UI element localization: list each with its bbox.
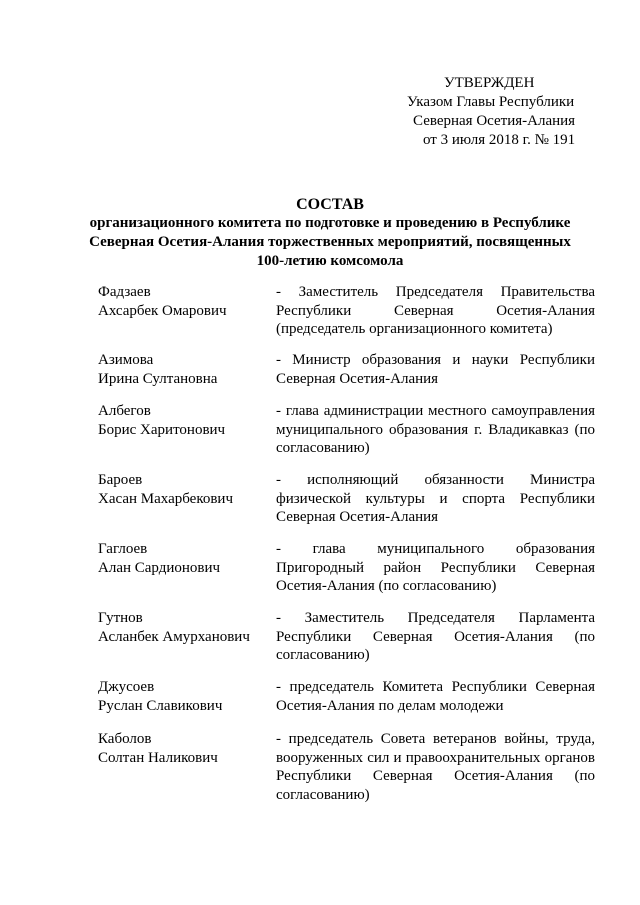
member-position: - Заместитель Председателя Парламента Республики Северная Осетия-Алания (по согласованию) bbox=[276, 610, 595, 663]
member-position: - глава муниципального образования Пригородный район Республики Северная Осетия-Алания (по согласованию) bbox=[276, 541, 595, 594]
member-name bbox=[98, 351, 268, 388]
member-name bbox=[98, 283, 268, 320]
member-given-name: Руслан Славикович bbox=[98, 697, 223, 714]
member-name bbox=[98, 730, 268, 767]
document-heading bbox=[60, 195, 600, 271]
member-given-name: Алан Сардионович bbox=[98, 559, 221, 576]
document-subtitle-line-2: Северная Осетия-Алания торжественных мероприятий, посвященных bbox=[89, 234, 571, 250]
approval-region-line: Северная Осетия-Алания bbox=[413, 113, 576, 129]
document-title: СОСТАВ bbox=[296, 196, 364, 213]
member-surname: Гаглоев bbox=[98, 541, 148, 557]
member-given-name: Хасан Махарбекович bbox=[98, 490, 233, 507]
member-given-name: Солтан Наликович bbox=[98, 749, 218, 766]
member-position: - исполняющий обязанности Министра физической культуры и спорта Республики Северная Осетия-Алания bbox=[276, 472, 595, 525]
member-name bbox=[98, 471, 268, 508]
member-surname: Каболов bbox=[98, 731, 152, 747]
member-name bbox=[98, 402, 268, 439]
member-given-name: Борис Харитонович bbox=[98, 421, 226, 438]
member-position: - председатель Комитета Республики Северная Осетия-Алания по делам молодежи bbox=[276, 679, 595, 714]
member-surname: Бароев bbox=[98, 472, 143, 488]
member-name bbox=[98, 609, 268, 646]
member-surname: Азимова bbox=[98, 352, 154, 368]
member-given-name: Ирина Султановна bbox=[98, 370, 218, 387]
member-name bbox=[98, 540, 268, 577]
approval-date-line: от 3 июля 2018 г. № 191 bbox=[423, 132, 576, 148]
member-surname: Гутнов bbox=[98, 610, 143, 626]
member-surname: Джусоев bbox=[98, 679, 155, 695]
member-given-name: Ахсарбек Омарович bbox=[98, 302, 227, 319]
approval-block bbox=[385, 74, 615, 150]
member-name bbox=[98, 678, 268, 715]
member-position: - глава администрации местного самоуправления муниципального образования г. Владикавказ (по согласованию) bbox=[276, 403, 595, 456]
approval-decree-line: Указом Главы Республики bbox=[407, 94, 575, 110]
document-subtitle-line-3: 100-летию комсомола bbox=[256, 253, 404, 269]
member-position: - председатель Совета ветеранов войны, труда, вооруженных сил и правоохранительных органов Республики Северная Осетия-Алания (по согласованию) bbox=[276, 731, 595, 803]
member-surname: Фадзаев bbox=[98, 284, 151, 300]
member-given-name: Асланбек Амурханович bbox=[98, 628, 250, 645]
member-surname: Албегов bbox=[98, 403, 151, 419]
approval-title: УТВЕРЖДЕН bbox=[444, 75, 535, 91]
member-position: - Министр образования и науки Республики Северная Осетия-Алания bbox=[276, 352, 595, 387]
document-subtitle-line-1: организационного комитета по подготовке и проведению в Республике bbox=[89, 215, 571, 231]
member-position: - Заместитель Председателя Правительства Республики Северная Осетия-Алания (председатель организационного комитета) bbox=[276, 284, 595, 337]
